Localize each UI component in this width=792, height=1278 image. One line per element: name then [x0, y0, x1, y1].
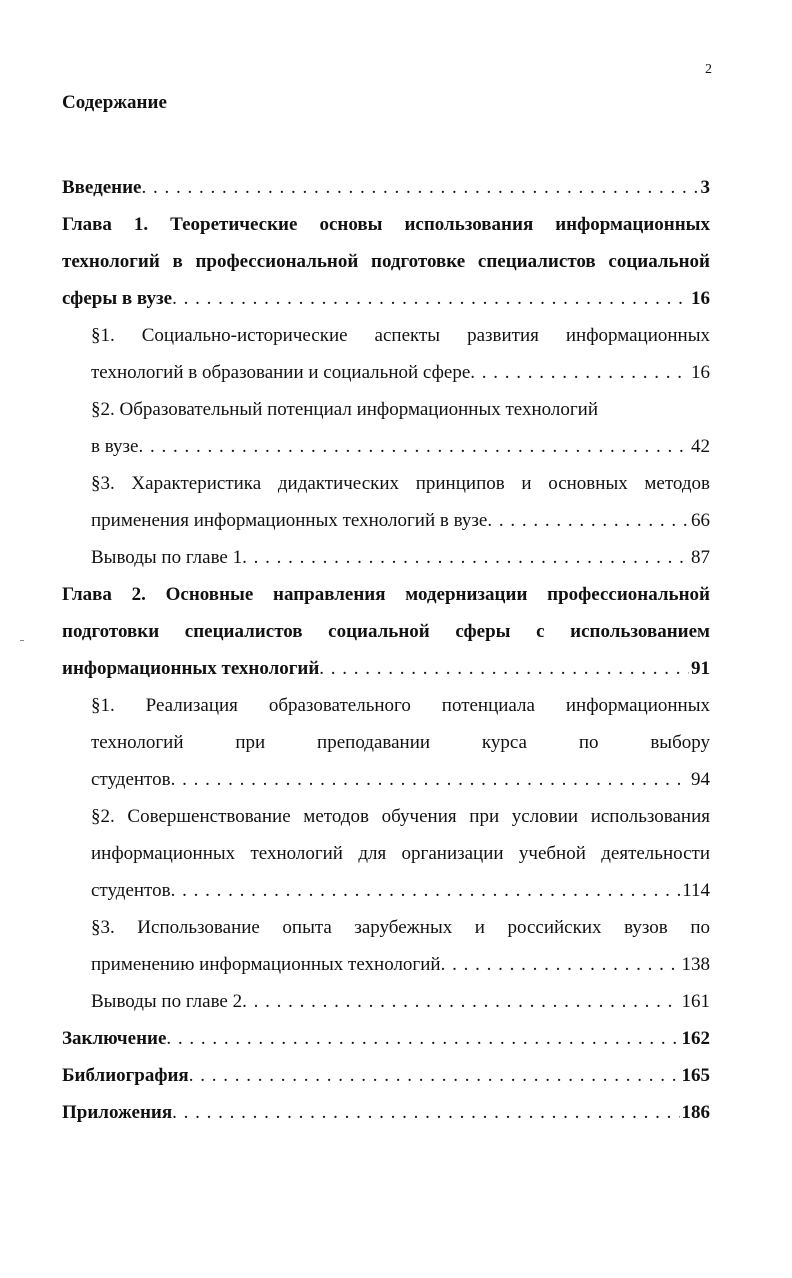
toc-page-number: 165 [681, 1065, 710, 1086]
toc-page-number: 91 [691, 658, 710, 679]
dot-leader [138, 428, 689, 465]
dot-leader [172, 280, 689, 317]
toc-entry-conclusion[interactable] [62, 1020, 710, 1057]
toc-entry-title: применения информационных технологий в вузе [91, 510, 488, 531]
toc-conclusions-chapter-1[interactable] [91, 539, 710, 576]
toc-page-number: 16 [691, 288, 710, 309]
toc-entry-title: информационных технологий для организации учебной деятельности [91, 843, 710, 864]
toc-entry-title: Приложения [62, 1102, 173, 1123]
toc-entry-title: применению информационных технологий [91, 954, 441, 975]
table-of-contents [62, 169, 710, 1131]
toc-entry-bibliography[interactable] [62, 1057, 710, 1094]
toc-section-1-1-line-1[interactable] [91, 317, 710, 354]
toc-entry-title: §1. Реализация образовательного потенциала информационных [91, 695, 710, 716]
dot-leader [441, 946, 680, 983]
dot-leader [166, 1020, 679, 1057]
dot-leader [172, 1094, 679, 1131]
toc-entry-title: студентов [91, 880, 171, 901]
toc-section-1-2-line-2[interactable] [91, 428, 710, 465]
toc-section-1-2-line-1[interactable] [91, 391, 710, 428]
toc-page-number: 87 [691, 547, 710, 568]
toc-entry-title: Заключение [62, 1028, 167, 1049]
toc-section-2-1-line-2[interactable] [91, 724, 710, 761]
toc-chapter-1-line-2[interactable] [62, 243, 710, 280]
toc-entry-title: технологий в профессиональной подготовке специалистов социальной [62, 251, 710, 272]
dot-leader [142, 169, 699, 206]
dot-leader [171, 761, 689, 798]
toc-entry-title: информационных технологий [62, 658, 320, 679]
toc-entry-title: студентов [91, 769, 171, 790]
toc-section-2-3-line-2[interactable] [91, 946, 710, 983]
dot-leader [487, 502, 689, 539]
toc-section-1-3-line-1[interactable] [91, 465, 710, 502]
toc-entry-title: сферы в вузе [62, 288, 173, 309]
toc-page-number: 66 [691, 510, 710, 531]
page-number: 2 [705, 62, 712, 77]
toc-section-1-1-line-2[interactable] [91, 354, 710, 391]
toc-entry-title: Выводы по главе 2 [91, 991, 243, 1012]
toc-section-2-2-line-2[interactable] [91, 835, 710, 872]
toc-section-2-1-line-3[interactable] [91, 761, 710, 798]
toc-section-2-2-line-1[interactable] [91, 798, 710, 835]
toc-entry-title: Глава 1. Теоретические основы использования информационных [62, 214, 710, 235]
toc-entry-title: Библиография [62, 1065, 189, 1086]
toc-conclusions-chapter-2[interactable] [91, 983, 710, 1020]
toc-entry-title: §1. Социально-исторические аспекты развития информационных [91, 325, 710, 346]
toc-entry-introduction[interactable] [62, 169, 710, 206]
toc-entry-title: Глава 2. Основные направления модернизации профессиональной [62, 584, 710, 605]
dot-leader [171, 872, 681, 909]
toc-page-number: 162 [681, 1028, 710, 1049]
toc-section-2-2-line-3[interactable] [91, 872, 710, 909]
toc-page-number: 161 [681, 991, 710, 1012]
dot-leader [242, 983, 679, 1020]
dot-leader [242, 539, 689, 576]
toc-entry-title: §2. Совершенствование методов обучения при условии использования [91, 806, 710, 827]
toc-page-number: 42 [691, 436, 710, 457]
toc-section-2-1-line-1[interactable] [91, 687, 710, 724]
toc-page-number: 138 [681, 954, 710, 975]
toc-entry-title: Введение [62, 177, 142, 198]
toc-entry-title: §3. Использование опыта зарубежных и российских вузов по [91, 917, 710, 938]
toc-chapter-2-line-2[interactable] [62, 613, 710, 650]
toc-entry-appendices[interactable] [62, 1094, 710, 1131]
toc-page-number: 3 [700, 177, 710, 198]
dot-leader [470, 354, 689, 391]
toc-page-number: 16 [691, 362, 710, 383]
dot-leader [189, 1057, 680, 1094]
margin-mark [20, 640, 24, 641]
toc-page-number: 114 [682, 880, 710, 901]
toc-chapter-2-line-3[interactable] [62, 650, 710, 687]
toc-entry-title: Выводы по главе 1 [91, 547, 243, 568]
dot-leader [319, 650, 689, 687]
toc-page-number: 94 [691, 769, 710, 790]
toc-entry-title: технологий в образовании и социальной сфере [91, 362, 471, 383]
toc-entry-title: технологий при преподавании курса по выбору [91, 732, 710, 753]
page-title: Содержание [62, 92, 167, 113]
toc-entry-title: §3. Характеристика дидактических принципов и основных методов [91, 473, 710, 494]
toc-section-1-3-line-2[interactable] [91, 502, 710, 539]
toc-page-number: 186 [681, 1102, 710, 1123]
toc-chapter-1-line-3[interactable] [62, 280, 710, 317]
toc-chapter-2-line-1[interactable] [62, 576, 710, 613]
toc-section-2-3-line-1[interactable] [91, 909, 710, 946]
toc-entry-title: подготовки специалистов социальной сферы с использованием [62, 621, 710, 642]
toc-chapter-1-line-1[interactable] [62, 206, 710, 243]
toc-entry-title: в вузе [91, 436, 139, 457]
toc-entry-title: §2. Образовательный потенциал информационных технологий [91, 399, 598, 420]
